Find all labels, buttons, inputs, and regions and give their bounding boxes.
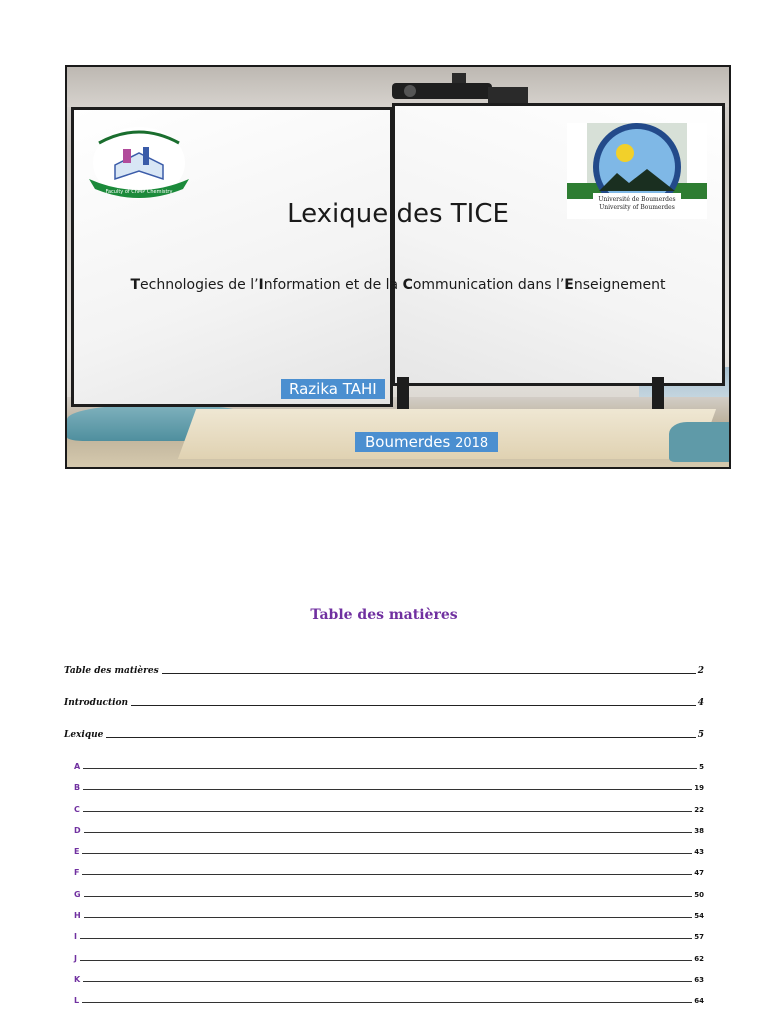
board-stand xyxy=(652,377,664,409)
subtitle-part: T xyxy=(130,277,141,293)
toc-entry-page: 38 xyxy=(694,826,704,835)
cover-subtitle xyxy=(67,277,729,293)
table-of-contents xyxy=(64,665,704,1017)
cover-image xyxy=(65,65,731,469)
toc-leader-line xyxy=(84,832,693,833)
toc-leader-line xyxy=(83,789,692,790)
toc-entry-label: F xyxy=(74,868,80,878)
toc-entry-label: Lexique xyxy=(64,730,104,740)
subtitle-part: E xyxy=(564,277,574,293)
letter-index xyxy=(74,761,704,1005)
toc-entry-page: 62 xyxy=(694,954,704,963)
toc-leader-line xyxy=(80,938,692,939)
toc-leader-line xyxy=(83,981,692,982)
toc-entry-label: K xyxy=(74,974,81,984)
toc-leader-line xyxy=(84,917,693,918)
toc-leader-line xyxy=(82,1002,692,1003)
toc-entry-label: L xyxy=(74,996,80,1006)
chair xyxy=(669,422,729,462)
toc-entry-label: Table des matières xyxy=(64,666,159,676)
toc-entry[interactable] xyxy=(74,910,704,920)
toc-entry[interactable] xyxy=(74,846,704,856)
toc-entry-label: Introduction xyxy=(64,698,129,708)
toc-entry-label: J xyxy=(74,953,77,963)
toc-leader-line xyxy=(82,874,692,875)
projector-icon xyxy=(392,73,542,107)
board-stand xyxy=(397,377,409,409)
toc-entry[interactable] xyxy=(74,761,704,771)
faculty-logo-icon xyxy=(85,123,193,203)
toc-leader-line xyxy=(82,853,692,854)
toc-entry-label: D xyxy=(74,825,81,835)
toc-entry-page: 5 xyxy=(697,730,704,740)
toc-entry[interactable] xyxy=(74,804,704,814)
toc-entry[interactable] xyxy=(74,825,704,835)
toc-entry[interactable] xyxy=(64,697,704,708)
toc-leader-line xyxy=(80,960,692,961)
toc-leader-line xyxy=(106,737,695,738)
toc-title: Table des matières xyxy=(310,607,458,623)
toc-leader-line xyxy=(83,768,697,769)
toc-entry-page: 54 xyxy=(694,912,704,921)
place-year-label xyxy=(355,432,498,452)
toc-entry[interactable] xyxy=(74,889,704,899)
toc-entry-page: 63 xyxy=(694,975,704,984)
toc-entry-page: 64 xyxy=(694,997,704,1006)
subtitle-part: ommunication dans l’ xyxy=(412,277,565,293)
toc-entry-label: I xyxy=(74,932,77,942)
toc-entry[interactable] xyxy=(64,665,704,676)
toc-entry[interactable] xyxy=(74,782,704,792)
toc-entry-page: 19 xyxy=(694,784,704,793)
toc-entry-label: A xyxy=(74,762,81,771)
toc-entry-label: H xyxy=(74,911,81,921)
toc-entry-page: 57 xyxy=(694,933,704,942)
toc-entry-page: 43 xyxy=(694,848,704,857)
toc-entry[interactable] xyxy=(74,931,704,941)
subtitle-part: I xyxy=(258,277,264,293)
faculty-logo-text: Faculty of ChMP Chemistry xyxy=(105,189,173,195)
toc-entry[interactable] xyxy=(74,974,704,984)
year-text: 2018 xyxy=(455,436,489,451)
toc-entry[interactable] xyxy=(74,995,704,1005)
toc-entry-page: 50 xyxy=(694,890,704,899)
toc-leader-line xyxy=(131,705,696,706)
subtitle-part: nformation et de la xyxy=(263,277,403,293)
university-name-fr: Université de Boumerdes xyxy=(598,196,676,203)
toc-leader-line xyxy=(84,896,693,897)
toc-entry-page: 5 xyxy=(699,763,704,771)
toc-entry[interactable] xyxy=(64,729,704,740)
subtitle-part: echnologies de l’ xyxy=(140,277,259,293)
toc-entry[interactable] xyxy=(74,867,704,877)
toc-entry-page: 4 xyxy=(697,698,704,708)
university-name-en: University of Boumerdes xyxy=(599,204,675,211)
toc-entry-page: 2 xyxy=(697,666,704,676)
toc-entry-page: 47 xyxy=(694,869,704,878)
toc-leader-line xyxy=(162,673,696,674)
toc-entry-label: B xyxy=(74,783,81,793)
toc-leader-line xyxy=(83,811,692,812)
toc-entry-label: G xyxy=(74,889,81,899)
toc-entry-label: E xyxy=(74,847,80,857)
author-label: Razika TAHI xyxy=(281,379,385,399)
toc-entry-page: 22 xyxy=(694,805,704,814)
toc-entry[interactable] xyxy=(74,953,704,963)
subtitle-part: nseignement xyxy=(573,277,666,293)
subtitle-part: C xyxy=(402,277,413,293)
place-text: Boumerdes xyxy=(365,433,451,451)
cover-title: Lexique des TICE xyxy=(287,199,509,229)
toc-entry-label: C xyxy=(74,804,80,814)
